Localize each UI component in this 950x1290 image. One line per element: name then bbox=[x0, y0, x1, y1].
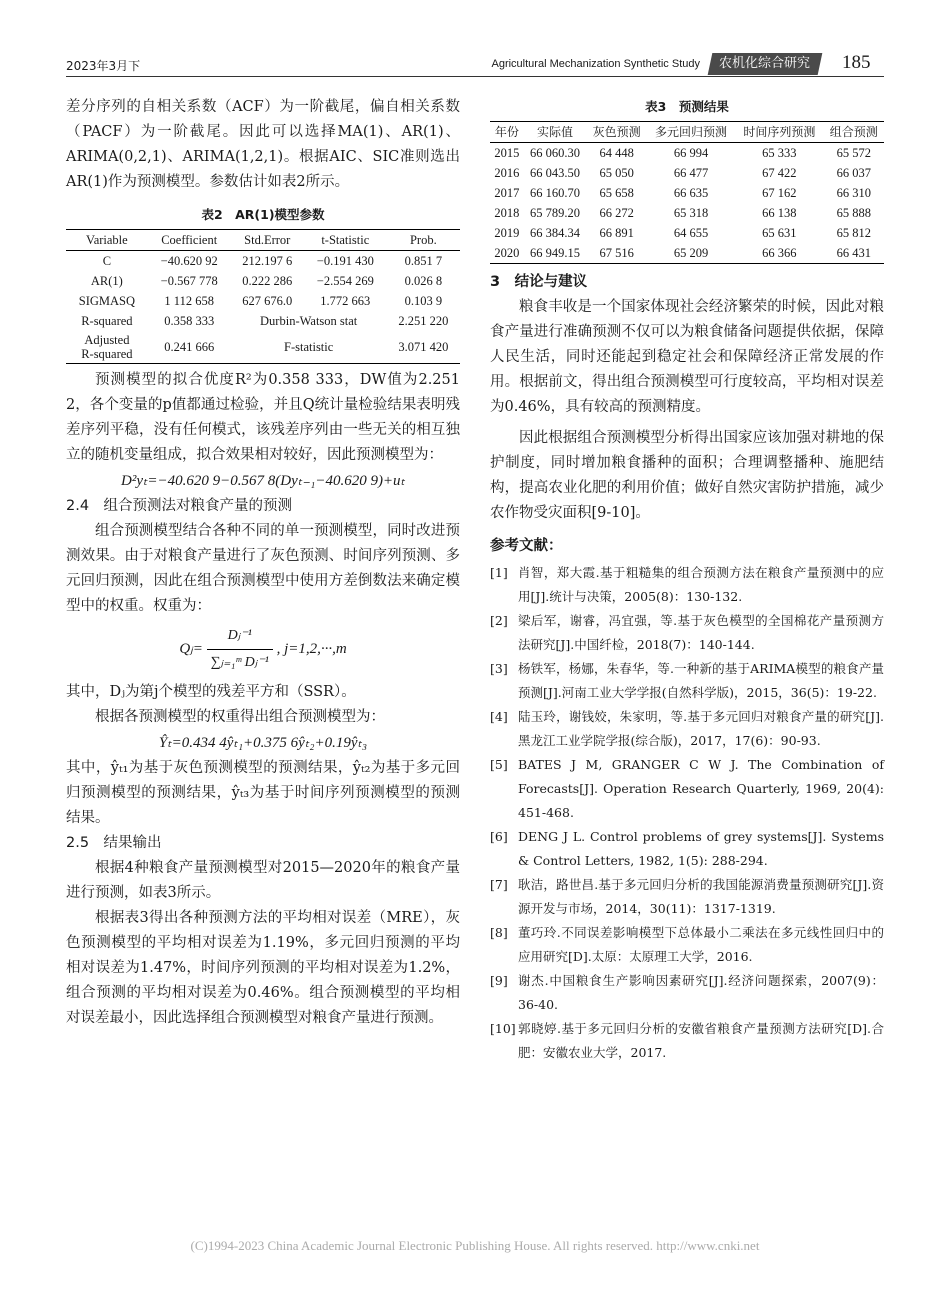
table-row bbox=[66, 311, 460, 331]
table-cell: −0.567 778 bbox=[160, 274, 218, 288]
table-cell: 65 209 bbox=[673, 246, 709, 260]
journal-title-en: Agricultural Mechanization Synthetic Study bbox=[491, 58, 700, 70]
table3-caption: 表3 预测结果 bbox=[645, 99, 729, 114]
table-row bbox=[490, 223, 884, 243]
table-cell: 66 949.15 bbox=[530, 246, 581, 260]
table-cell: 2020 bbox=[494, 246, 520, 260]
table-cell: 66 366 bbox=[762, 246, 797, 260]
table-cell: 2017 bbox=[494, 186, 520, 200]
table-header-cell: 时间序列预测 bbox=[743, 125, 816, 139]
reference-number: [1] bbox=[490, 565, 508, 580]
reference-item bbox=[490, 609, 884, 657]
table-row bbox=[66, 291, 460, 311]
table-cell: 66 060.30 bbox=[530, 146, 581, 160]
paragraph: 因此根据组合预测模型分析得出国家应该加强对耕地的保护制度，同时增加粮食播种的面积；合理调整播种、施肥结构，提高农业化肥的利用价值；做好自然灾害防护措施，减少农作物受灾面积[9-10]。 bbox=[490, 430, 884, 521]
table-header-cell: Prob. bbox=[409, 233, 437, 247]
table-cell: 66 431 bbox=[836, 246, 871, 260]
table-row bbox=[490, 203, 884, 223]
reference-item bbox=[490, 825, 884, 873]
paragraph: 根据各预测模型的权重得出组合预测模型为： bbox=[95, 709, 385, 725]
paragraph: 预测模型的拟合优度R²为0.358 333，DW值为2.251 2，各个变量的p值都通过检验，并且Q统计量检验结果表明残差序列平稳，没有任何模式，该残差序列由一些无关的相互独立的随机变量组成，拟合效果相对较好，因此预测模型为： bbox=[66, 372, 460, 463]
formula-ar1: D²yₜ=−40.620 9−0.567 8(Dyₜ₋₁−40.620 9)+uₜ bbox=[121, 473, 405, 489]
table-cell: 0.358 333 bbox=[164, 314, 215, 328]
paragraph: 其中，ŷₜ₁为基于灰色预测模型的预测结果，ŷₜ₂为基于多元回归预测模型的预测结果，ŷₜ₃为基于时间序列预测模型的预测结果。 bbox=[66, 760, 460, 826]
table-cell: 66 272 bbox=[599, 206, 634, 220]
paragraph: 根据表3得出各种预测方法的平均相对误差（MRE），灰色预测模型的平均相对误差为1.19%，多元回归预测的平均相对误差为1.47%，时间序列预测的平均相对误差为1.2%，组合预测的平均相对误差为0.46%。组合预测模型的平均相对误差最小，因此选择组合预测模型对粮食产量进行预测。 bbox=[66, 910, 460, 1026]
header-rule bbox=[66, 76, 884, 77]
table2-caption: 表2 AR(1)模型参数 bbox=[201, 207, 325, 222]
table-cell: 66 160.70 bbox=[530, 186, 581, 200]
table-header-cell: 实际值 bbox=[537, 125, 574, 139]
reference-number: [5] bbox=[490, 757, 508, 772]
table-cell: 2019 bbox=[494, 226, 520, 240]
table-cell: 66 310 bbox=[836, 186, 871, 200]
table-cell: 66 138 bbox=[762, 206, 797, 220]
table-cell: 65 812 bbox=[836, 226, 871, 240]
table-cell: −40.620 92 bbox=[160, 254, 218, 268]
reference-text: 杨铁军，杨娜，朱春华，等.一种新的基于ARIMA模型的粮食产量预测[J].河南工业大学学报(自然科学版)，2015，36(5)：19-22. bbox=[518, 661, 884, 700]
reference-item bbox=[490, 921, 884, 969]
table-row bbox=[490, 143, 884, 164]
table-cell: 65 888 bbox=[836, 206, 871, 220]
copyright-footer: (C)1994-2023 China Academic Journal Electronic Publishing House. All rights reserved. http://www.cnki.net bbox=[190, 1238, 760, 1253]
reference-number: [8] bbox=[490, 925, 508, 940]
reference-number: [9] bbox=[490, 973, 508, 988]
table-cell: 0.103 9 bbox=[404, 294, 443, 308]
table-cell: 65 318 bbox=[673, 206, 709, 220]
table-cell: 64 448 bbox=[599, 146, 634, 160]
table-cell: 66 384.34 bbox=[530, 226, 581, 240]
table-cell: 65 789.20 bbox=[530, 206, 581, 220]
table-cell: 3.071 420 bbox=[398, 340, 449, 354]
table-cell: 1.772 663 bbox=[320, 294, 371, 308]
formula-weight: Qⱼ= $\frac{\text{Dⱼ⁻¹}}{\text{∑ⱼ₌₁ᵐ Dⱼ⁻¹}}$ , j=1,2,···,m bbox=[66, 623, 460, 676]
reference-text: 肖智，郑大霞.基于粗糙集的组合预测方法在粮食产量预测中的应用[J].统计与决策，2005(8)：130-132. bbox=[518, 565, 884, 604]
table-cell: 0.222 286 bbox=[242, 274, 293, 288]
table3 bbox=[490, 121, 884, 264]
table-cell: 65 631 bbox=[762, 226, 797, 240]
table-cell: 66 043.50 bbox=[530, 166, 581, 180]
table-cell: 66 635 bbox=[673, 186, 709, 200]
table-cell: 2016 bbox=[494, 166, 520, 180]
table-header-cell: Coefficient bbox=[161, 233, 218, 247]
reference-text: BATES J M, GRANGER C W J. The Combination of Forecasts[J]. Operation Research Quarterly, 1969, 20(4): 451-468. bbox=[518, 757, 884, 820]
paragraph: 其中，Dⱼ为第j个模型的残差平方和（SSR）。 bbox=[66, 684, 356, 700]
reference-text: 陆玉玲，谢钱姣，朱家明，等.基于多元回归对粮食产量的研究[J].黑龙江工业学院学报(综合版)，2017，17(6)：90-93. bbox=[518, 709, 884, 748]
table-cell: 67 422 bbox=[762, 166, 797, 180]
reference-item bbox=[490, 873, 884, 921]
table-header-cell: Variable bbox=[86, 233, 128, 247]
table-cell: 0.851 7 bbox=[404, 254, 443, 268]
table-cell: 212.197 6 bbox=[242, 254, 293, 268]
table-cell: −2.554 269 bbox=[316, 274, 374, 288]
table-cell: 64 655 bbox=[673, 226, 709, 240]
table-cell: C bbox=[102, 254, 112, 268]
table-cell: 627 676.0 bbox=[242, 294, 293, 308]
reference-item bbox=[490, 657, 884, 705]
reference-number: [3] bbox=[490, 661, 508, 676]
table-cell: 65 572 bbox=[836, 146, 871, 160]
reference-text: DENG J L. Control problems of grey systems[J]. Systems & Control Letters, 1982, 1(5): 288-294. bbox=[518, 829, 884, 868]
table-cell: 1 112 658 bbox=[164, 294, 214, 308]
table-row bbox=[490, 163, 884, 183]
formula-combined: Ŷₜ=0.434 4ŷₜ₁+0.375 6ŷₜ₂+0.19ŷₜ₃ bbox=[158, 735, 368, 751]
table-header-cell: 组合预测 bbox=[829, 125, 878, 139]
reference-item bbox=[490, 705, 884, 753]
references-list bbox=[490, 561, 884, 1065]
table-cell: 66 891 bbox=[599, 226, 634, 240]
table-cell: 2.251 220 bbox=[398, 314, 449, 328]
table-cell: Durbin-Watson stat bbox=[260, 314, 358, 328]
table-cell: −0.191 430 bbox=[316, 254, 374, 268]
paragraph: 根据4种粮食产量预测模型对2015—2020年的粮食产量进行预测，如表3所示。 bbox=[66, 860, 460, 901]
table-cell: 66 037 bbox=[836, 166, 871, 180]
table-row bbox=[490, 243, 884, 264]
reference-item bbox=[490, 969, 884, 1017]
table-cell: 2015 bbox=[494, 146, 520, 160]
section-heading-3: 3 结论与建议 bbox=[490, 274, 588, 290]
table-cell: 65 333 bbox=[762, 146, 797, 160]
reference-number: [4] bbox=[490, 709, 508, 724]
page-header bbox=[0, 50, 950, 80]
reference-item bbox=[490, 561, 884, 609]
reference-number: [2] bbox=[490, 613, 508, 628]
table-row bbox=[66, 331, 460, 364]
table-cell: 0.241 666 bbox=[164, 340, 215, 354]
table-row bbox=[66, 251, 460, 272]
table2 bbox=[66, 229, 460, 364]
table-cell: AR(1) bbox=[90, 274, 123, 288]
references-title: 参考文献： bbox=[490, 538, 563, 554]
table-cell: 67 162 bbox=[762, 186, 797, 200]
table-row bbox=[490, 183, 884, 203]
reference-text: 谢杰.中国粮食生产影响因素研究[J].经济问题探索，2007(9)：36-40. bbox=[518, 973, 884, 1012]
reference-text: 董巧玲.不同误差影响模型下总体最小二乘法在多元线性回归中的应用研究[D].太原：太原理工大学，2016. bbox=[518, 925, 884, 964]
reference-number: [10] bbox=[490, 1021, 516, 1036]
table-header-cell: 多元回归预测 bbox=[655, 125, 728, 139]
section-heading-2-4: 2.4 组合预测法对粮食产量的预测 bbox=[66, 498, 293, 514]
left-column bbox=[66, 95, 460, 1031]
table-cell: 67 516 bbox=[599, 246, 634, 260]
table-header-cell: t-Statistic bbox=[321, 233, 370, 247]
table-header-cell: Std.Error bbox=[244, 233, 291, 247]
table-cell: R-squared bbox=[81, 314, 133, 328]
reference-number: [7] bbox=[490, 877, 508, 892]
paragraph: 差分序列的自相关系数（ACF）为一阶截尾，偏自相关系数（PACF）为一阶截尾。因此可以选择MA(1)、AR(1)、ARIMA(0,2,1)、ARIMA(1,2,1)。根据AIC、SIC准则选出AR(1)作为预测模型。参数估计如表2所示。 bbox=[66, 99, 460, 190]
table-row bbox=[66, 271, 460, 291]
table-cell: 0.026 8 bbox=[404, 274, 443, 288]
table-header-cell: 灰色预测 bbox=[592, 125, 641, 139]
table-cell: SIGMASQ bbox=[78, 294, 136, 308]
issue-date: 2023年3月下 bbox=[66, 59, 141, 73]
table-cell: 65 050 bbox=[599, 166, 634, 180]
paragraph: 组合预测模型结合各种不同的单一预测模型，同时改进预测效果。由于对粮食产量进行了灰色预测、时间序列预测、多元回归预测，因此在组合预测模型中使用方差倒数法来确定模型中的权重。权重为： bbox=[66, 523, 460, 614]
reference-item bbox=[490, 753, 884, 825]
table-cell: 2018 bbox=[494, 206, 520, 220]
page-number: 185 bbox=[842, 52, 871, 73]
right-column bbox=[490, 95, 884, 1065]
paragraph: 粮食丰收是一个国家体现社会经济繁荣的时候，因此对粮食产量进行准确预测不仅可以为粮食储备问题提供依据，保障人民生活，同时还能起到稳定社会和保障经济正常发展的作用。根据前文，得出组合预测模型可行度较高，平均相对误差为0.46%，具有较高的预测精度。 bbox=[490, 299, 884, 415]
reference-item bbox=[490, 1017, 884, 1065]
journal-title-cn-badge: 农机化综合研究 bbox=[708, 53, 823, 75]
table-cell: 65 658 bbox=[599, 186, 634, 200]
reference-text: 郭晓婷.基于多元回归分析的安徽省粮食产量预测方法研究[D].合肥：安徽农业大学，2017. bbox=[518, 1021, 884, 1060]
section-heading-2-5: 2.5 结果输出 bbox=[66, 835, 162, 851]
table-cell: 66 994 bbox=[673, 146, 709, 160]
table-header-cell: 年份 bbox=[494, 125, 519, 139]
reference-number: [6] bbox=[490, 829, 508, 844]
table-cell: F-statistic bbox=[284, 340, 334, 354]
reference-text: 耿洁，路世昌.基于多元回归分析的我国能源消费量预测研究[J].资源开发与市场，2014，30(11)：1317-1319. bbox=[518, 877, 884, 916]
reference-text: 梁后军，谢睿，冯宜强，等.基于灰色模型的全国棉花产量预测方法研究[J].中国纤检，2018(7)：140-144. bbox=[518, 613, 884, 652]
table-cell: Adjusted R-squared bbox=[81, 333, 133, 361]
table-cell: 66 477 bbox=[673, 166, 709, 180]
